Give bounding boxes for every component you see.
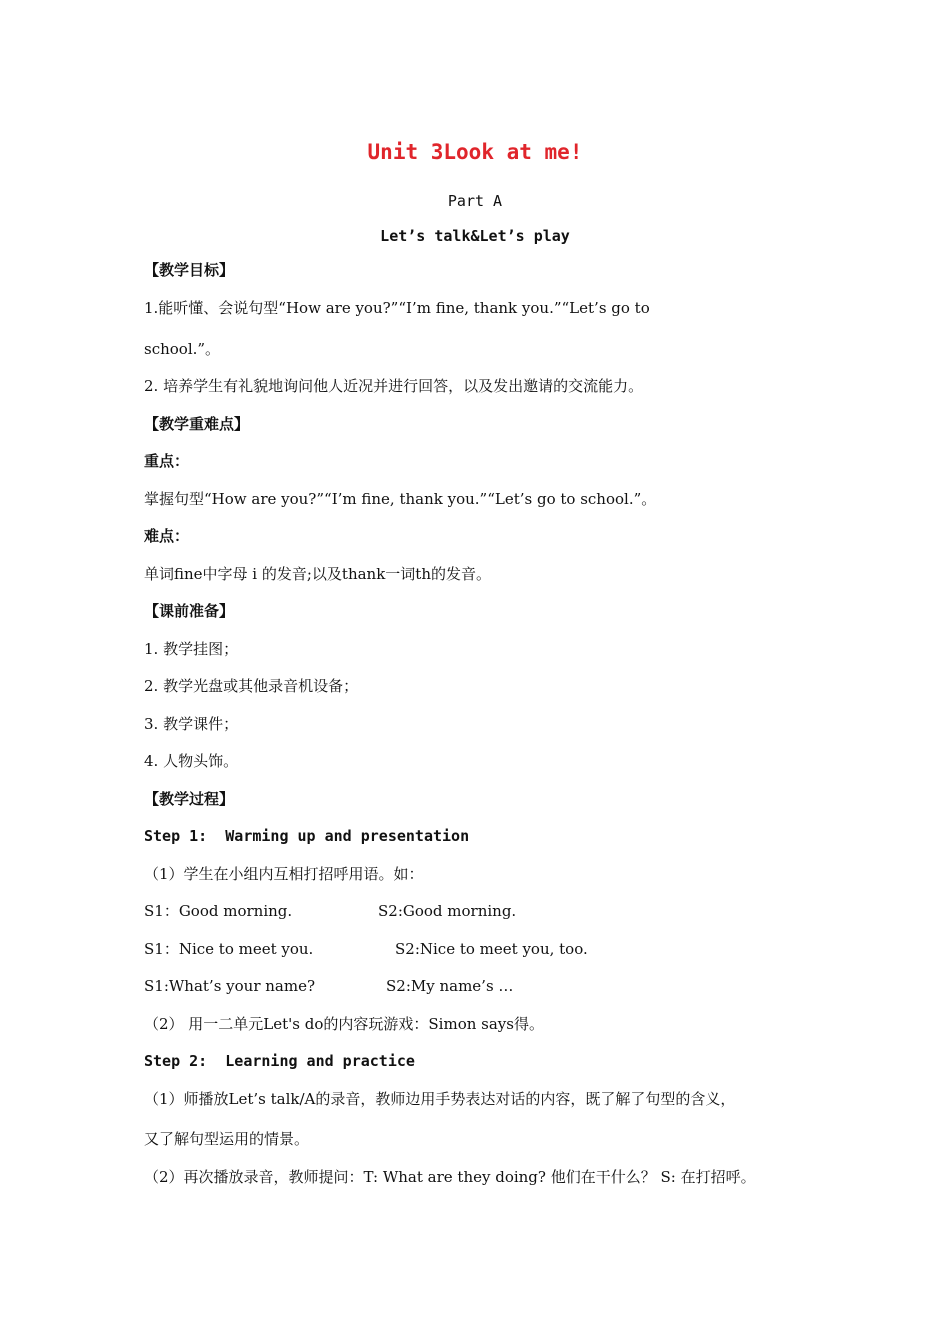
process-heading: 【教学过程】 bbox=[144, 790, 235, 808]
dialog-line-s1: S1:What’s your name? bbox=[144, 977, 316, 995]
step-2-item-1-line-2: 又了解句型运用的情景。 bbox=[144, 1130, 310, 1148]
objective-1-line-1: 1.能听懂、会说句型“How are you?”“I’m fine, thank you.”“Let’s go to bbox=[144, 299, 650, 317]
document-title: Unit 3Look at me! bbox=[367, 140, 583, 164]
step-1-item-2: （2） 用一二单元Let's do的内容玩游戏：Simon says得。 bbox=[144, 1015, 544, 1033]
preparation-heading: 【课前准备】 bbox=[144, 602, 235, 620]
objective-2: 2. 培养学生有礼貌地询问他人近况并进行回答，以及发出邀请的交流能力。 bbox=[144, 377, 644, 395]
dialog-line-s1: S1：Nice to meet you. bbox=[144, 940, 314, 958]
key-points-heading: 【教学重难点】 bbox=[144, 415, 250, 433]
step-1-heading: Step 1: Warming up and presentation bbox=[144, 827, 470, 845]
part-heading: Part A bbox=[447, 192, 503, 210]
objectives-heading: 【教学目标】 bbox=[144, 261, 235, 279]
dialog-line-s2: S2:Nice to meet you, too. bbox=[395, 940, 588, 958]
preparation-item: 3. 教学课件； bbox=[144, 715, 239, 733]
step-2-item-2: （2）再次播放录音，教师提问：T: What are they doing? 他们在干什么？ S: 在打招呼。 bbox=[144, 1168, 756, 1186]
objective-1-line-2: school.”。 bbox=[144, 340, 221, 358]
focus-text: 掌握句型“How are you?”“I’m fine, thank you.”“Let’s go to school.”。 bbox=[144, 490, 657, 508]
dialog-line-s2: S2:My name’s … bbox=[386, 977, 514, 995]
preparation-item: 2. 教学光盘或其他录音机设备； bbox=[144, 677, 359, 695]
step-2-item-1-line-1: （1）师播放Let’s talk/A的录音，教师边用手势表达对话的内容，既了解了句型的含义， bbox=[144, 1090, 736, 1108]
step-1-item-1: （1）学生在小组内互相打招呼用语。如： bbox=[144, 865, 424, 883]
lesson-heading: Let’s talk&Let’s play bbox=[380, 227, 570, 245]
difficulty-label: 难点： bbox=[144, 527, 190, 545]
preparation-item: 1. 教学挂图； bbox=[144, 640, 239, 658]
dialog-line-s2: S2:Good morning. bbox=[378, 902, 517, 920]
difficulty-text: 单词fine中字母 i 的发音;以及thank一词th的发音。 bbox=[144, 565, 492, 583]
focus-label: 重点： bbox=[144, 452, 190, 470]
step-2-heading: Step 2: Learning and practice bbox=[144, 1052, 415, 1070]
dialog-line-s1: S1：Good morning. bbox=[144, 902, 293, 920]
preparation-item: 4. 人物头饰。 bbox=[144, 752, 239, 770]
